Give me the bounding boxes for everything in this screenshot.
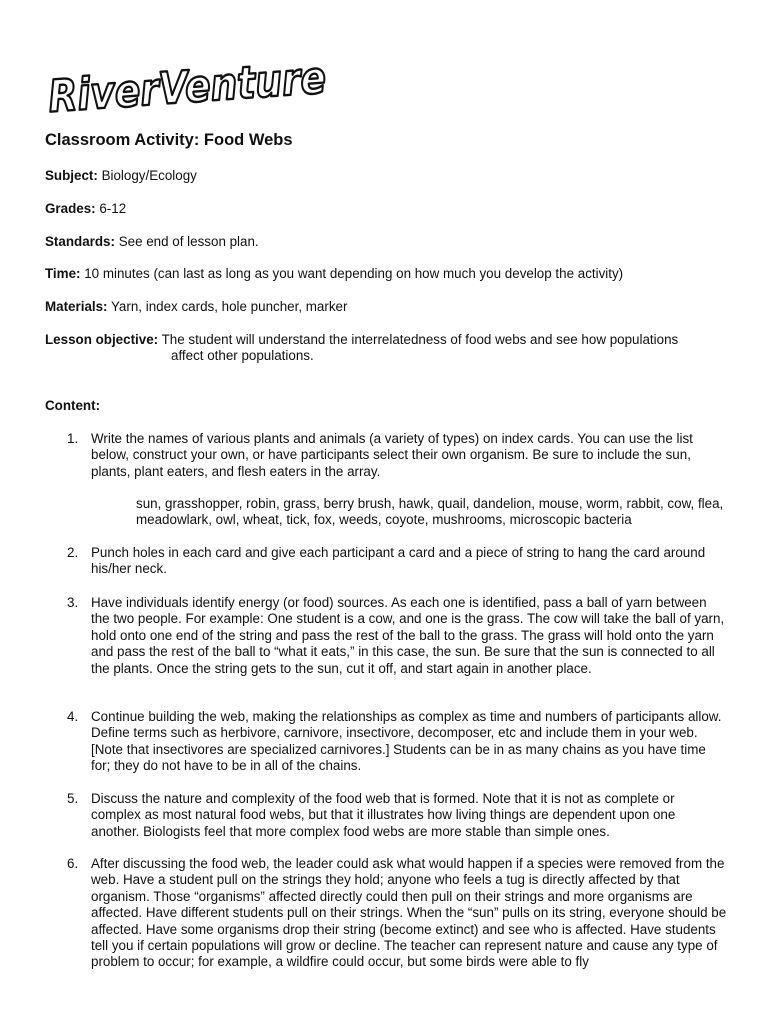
list-item-text: Continue building the web, making the relationships as complex as time and numbers of participants allow. Define terms such as herbivore, carnivore, insectivore, decomposer, etc and include them in your web. [Note that insectivores are specialized carnivores.] Students can be in as many chains as you have time for; they do not have to be in all of the chains.	[91, 709, 722, 774]
subject-field	[45, 168, 197, 184]
list-item-text: After discussing the food web, the leader could ask what would happen if a species were removed from the web. Have a student pull on the strings they hold; anyone who feels a tug is directly affected by that organism. Those “organisms” affected directly could then pull on their strings and more organisms are affected. Have different students pull on their strings. When the “sun” pulls on its string, everyone should be affected. Have some organisms drop their string (become extinct) and see who is affected. Have students tell you if certain populations will grow or decline. The teacher can represent nature and cause any type of problem to occur; for example, a wildfire could occur, but some birds were able to fly	[91, 856, 727, 970]
materials-value: Yarn, index cards, hole puncher, marker	[111, 299, 348, 314]
list-item	[67, 545, 727, 578]
list-item	[67, 709, 727, 775]
list-item-number: 5.	[67, 791, 79, 806]
list-item-number: 4.	[67, 709, 79, 724]
page-title: Classroom Activity: Food Webs	[45, 131, 293, 149]
species-list: sun, grasshopper, robin, grass, berry brush, hawk, quail, dandelion, mouse, worm, rabbit, cow, flea, meadowlark, owl, wheat, tick, fox, weeds, coyote, mushrooms, microscopic bacteria	[136, 496, 724, 528]
grades-label: Grades:	[45, 201, 96, 216]
standards-value: See end of lesson plan.	[118, 234, 259, 249]
subject-label: Subject:	[45, 168, 98, 183]
subject-value: Biology/Ecology	[101, 168, 197, 183]
list-item	[67, 431, 727, 480]
list-item	[67, 595, 727, 677]
list-item	[67, 791, 727, 840]
objective-line1: The student will understand the interrelatedness of food webs and see how populations	[161, 332, 679, 347]
grades-field	[45, 201, 126, 217]
list-item-number: 2.	[67, 545, 79, 560]
list-item-text: Write the names of various plants and animals (a variety of types) on index cards. You can use the list below, construct your own, or have participants select their own organism. Be sure to include the sun, plants, plant eaters, and flesh eaters in the array.	[91, 431, 693, 479]
list-item-text: Discuss the nature and complexity of the food web that is formed. Note that it is not as complete or complex as most natural food webs, but that it illustrates how living things are dependent upon one another. Biologists feel that more complex food webs are more stable than simple ones.	[91, 791, 676, 839]
list-item-text: Punch holes in each card and give each participant a card and a piece of string to hang the card around his/her neck.	[91, 545, 706, 577]
standards-field	[45, 234, 259, 250]
objective-line2: affect other populations.	[171, 348, 314, 364]
materials-label: Materials:	[45, 299, 108, 314]
riverventure-logo	[44, 49, 375, 123]
list-item-number: 6.	[67, 856, 79, 871]
list-item-text: Have individuals identify energy (or food) sources. As each one is identified, pass a ball of yarn between the two people. For example: One student is a cow, and one is the grass. The cow will take the ball of yarn, hold onto one end of the string and pass the rest of the ball to the grass. The grass will hold onto the yarn and pass the rest of the ball to “what it eats,” in this case, the sun. Be sure that the sun is connected to all the plants. Once the string gets to the sun, cut it off, and start again in another place.	[91, 595, 725, 676]
list-item	[67, 856, 727, 971]
objective-label: Lesson objective:	[45, 332, 159, 347]
grades-value: 6-12	[99, 201, 127, 216]
objective-field	[45, 332, 715, 365]
content-heading: Content:	[45, 398, 101, 413]
time-value: 10 minutes (can last as long as you want depending on how much you develop the activity)	[84, 266, 624, 281]
list-item-number: 3.	[67, 595, 79, 610]
list-item-number: 1.	[67, 431, 79, 446]
time-field	[45, 266, 623, 282]
logo-text: RiverVenture	[46, 49, 375, 123]
standards-label: Standards:	[45, 234, 115, 249]
materials-field	[45, 299, 347, 315]
time-label: Time:	[45, 266, 81, 281]
